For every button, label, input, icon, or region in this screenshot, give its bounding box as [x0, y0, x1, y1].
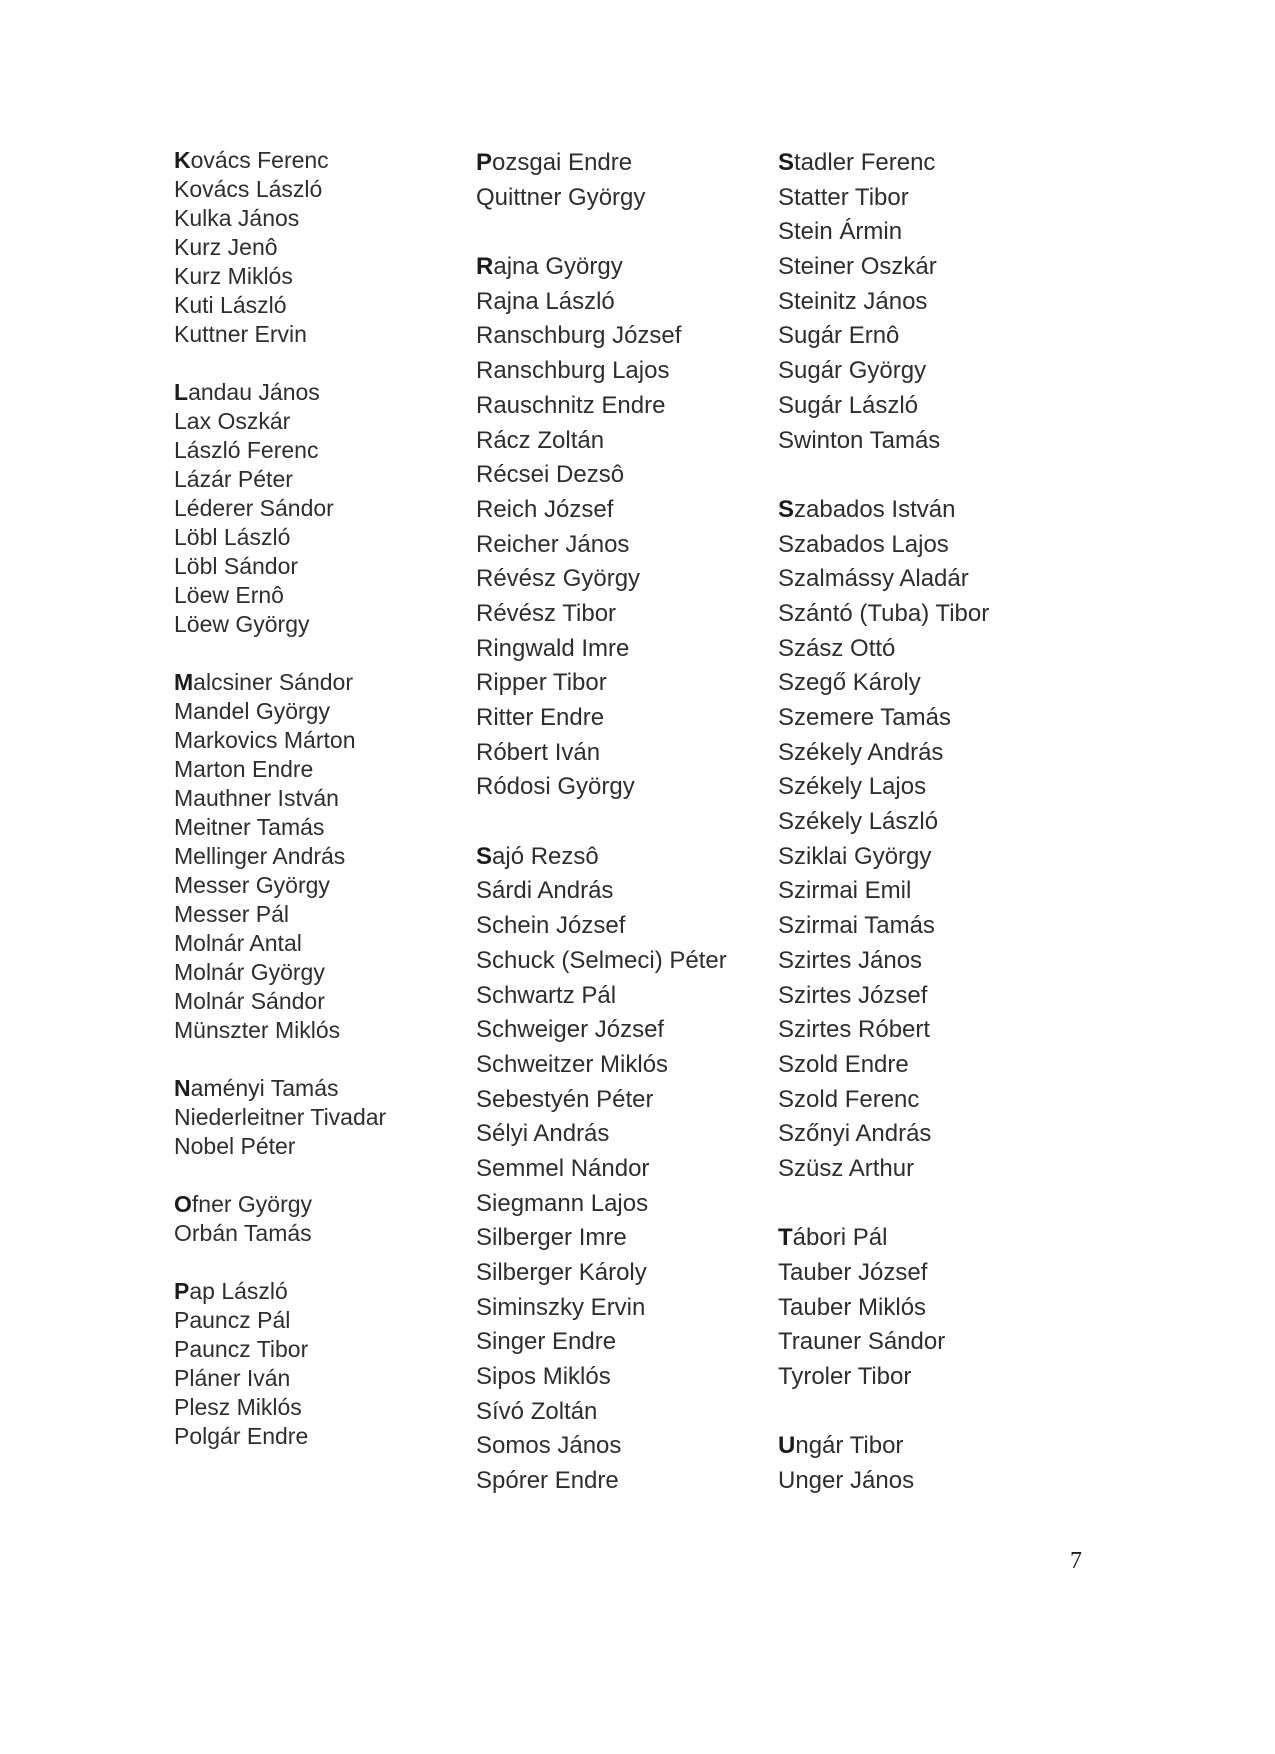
name-entry: Schweiger József: [476, 1016, 665, 1044]
name-entry: Kuttner Ervin: [174, 321, 307, 347]
name-entry: Sárdi András: [476, 877, 614, 905]
name-entry: Rauschnitz Endre: [476, 391, 666, 419]
name-entry: Szirtes József: [778, 981, 928, 1009]
name-entry: Statter Tibor: [778, 183, 909, 211]
name-entry: Kurz Jenô: [174, 234, 278, 260]
name-entry: Löbl Sándor: [174, 553, 299, 579]
group-initial: U: [778, 1432, 796, 1460]
name-entry: Ritter Endre: [476, 704, 605, 731]
name-entry: Sugár György: [778, 357, 927, 385]
name-entry: Marton Endre: [174, 756, 314, 782]
name-entry: Messer Pál: [174, 901, 290, 927]
name-entry: Sugár László: [778, 391, 919, 419]
name-entry: Kurz Miklós: [174, 263, 293, 289]
name-entry: Semmel Nándor: [476, 1154, 650, 1182]
group-initial: L: [174, 379, 189, 405]
name-entry: Löew Ernô: [174, 582, 284, 608]
group-initial: O: [174, 1191, 192, 1217]
name-entry: Szemere Tamás: [778, 704, 951, 731]
name-entry: Molnár Antal: [174, 930, 302, 956]
name-entry: Szabados István: [778, 495, 956, 523]
name-entry: Révész Tibor: [476, 599, 617, 627]
name-entry: Ranschburg Lajos: [476, 357, 670, 385]
name-entry: Szirmai Emil: [778, 877, 912, 905]
name-entry: Münszter Miklós: [174, 1017, 341, 1043]
name-entry: Sebestyén Péter: [476, 1085, 654, 1113]
name-entry: Singer Endre: [476, 1328, 617, 1356]
name-entry: Pap László: [174, 1278, 288, 1304]
name-entry: László Ferenc: [174, 437, 319, 463]
name-entry: Reich József: [476, 495, 614, 523]
group-initial: P: [476, 149, 493, 176]
name-entry: Szirtes Róbert: [778, 1016, 931, 1044]
name-entry: Stein Ármin: [778, 218, 903, 246]
names-column-3: [778, 146, 989, 1499]
name-entry: Szántó (Tuba) Tibor: [778, 599, 990, 627]
name-entry: Tauber József: [778, 1259, 928, 1286]
name-entry: Malcsiner Sándor: [174, 669, 353, 695]
name-entry: Székely András: [778, 738, 944, 766]
name-entry: Rácz Zoltán: [476, 426, 605, 454]
name-entry: Somos János: [476, 1432, 622, 1460]
group-spacer: [174, 349, 386, 378]
group-spacer: [778, 1187, 989, 1222]
name-entry: Róbert Iván: [476, 738, 601, 766]
name-entry: Naményi Tamás: [174, 1075, 339, 1101]
name-entry: Polgár Endre: [174, 1423, 309, 1449]
name-entry: Szold Ferenc: [778, 1085, 920, 1113]
name-entry: Schein József: [476, 912, 626, 940]
name-entry: Ofner György: [174, 1191, 313, 1217]
name-entry: Spórer Endre: [476, 1467, 619, 1495]
name-entry: Sívó Zoltán: [476, 1397, 598, 1425]
name-entry: Szirmai Tamás: [778, 912, 935, 940]
name-entry: Kulka János: [174, 205, 300, 231]
name-entry: Tábori Pál: [778, 1224, 888, 1252]
group-spacer: [174, 1248, 386, 1277]
name-entry: Pozsgai Endre: [476, 149, 633, 176]
name-entry: Trauner Sándor: [778, 1328, 946, 1356]
name-entry: Székely László: [778, 808, 939, 836]
name-entry: Siminszky Ervin: [476, 1293, 646, 1321]
group-initial: P: [174, 1278, 190, 1304]
name-entry: Schuck (Selmeci) Péter: [476, 946, 727, 974]
names-column-2: [476, 146, 727, 1499]
name-entry: Löbl László: [174, 524, 291, 550]
name-entry: Ungár Tibor: [778, 1432, 904, 1460]
name-entry: Silberger Imre: [476, 1224, 627, 1252]
name-entry: Lázár Péter: [174, 466, 293, 492]
group-spacer: [174, 1045, 386, 1074]
name-entry: Pauncz Pál: [174, 1307, 291, 1333]
group-spacer: [476, 215, 727, 250]
name-entry: Sajó Rezsô: [476, 842, 599, 870]
name-entry: Kovács Ferenc: [174, 147, 329, 173]
name-entry: Kuti László: [174, 292, 287, 318]
group-initial: S: [778, 149, 795, 176]
name-entry: Messer György: [174, 872, 330, 898]
name-entry: Silberger Károly: [476, 1259, 647, 1286]
name-entry: Szőnyi András: [778, 1120, 932, 1148]
group-initial: M: [174, 669, 194, 695]
name-entry: Steinitz János: [778, 287, 928, 315]
name-entry: Récsei Dezsô: [476, 461, 625, 489]
name-entry: Schwartz Pál: [476, 981, 617, 1009]
name-entry: Ringwald Imre: [476, 634, 630, 662]
name-entry: Szegő Károly: [778, 669, 921, 697]
group-spacer: [778, 1395, 989, 1430]
name-entry: Szabados Lajos: [778, 530, 949, 558]
name-entry: Siegmann Lajos: [476, 1189, 649, 1217]
name-entry: Sélyi András: [476, 1120, 610, 1148]
group-initial: N: [174, 1075, 191, 1101]
name-entry: Sugár Ernô: [778, 322, 900, 350]
name-entry: Révész György: [476, 565, 641, 593]
names-column-1: [174, 146, 386, 1451]
group-spacer: [174, 1161, 386, 1190]
name-entry: Plesz Miklós: [174, 1394, 302, 1420]
group-spacer: [476, 805, 727, 840]
name-entry: Mauthner István: [174, 785, 339, 811]
name-entry: Székely Lajos: [778, 773, 927, 801]
name-entry: Schweitzer Miklós: [476, 1050, 669, 1078]
name-entry: Markovics Márton: [174, 727, 356, 753]
group-spacer: [174, 639, 386, 668]
group-initial: R: [476, 253, 494, 281]
name-entry: Tauber Miklós: [778, 1293, 927, 1321]
name-entry: Rajna László: [476, 287, 615, 315]
name-entry: Rajna György: [476, 253, 623, 281]
name-entry: Nobel Péter: [174, 1133, 296, 1159]
name-entry: Ripper Tibor: [476, 669, 607, 697]
name-entry: Löew György: [174, 611, 310, 637]
name-entry: Mellinger András: [174, 843, 346, 869]
group-initial: S: [778, 495, 795, 523]
group-initial: T: [778, 1224, 793, 1252]
name-entry: Molnár Sándor: [174, 988, 325, 1014]
name-entry: Szász Ottó: [778, 634, 896, 662]
name-entry: Swinton Tamás: [778, 426, 941, 454]
name-entry: Stadler Ferenc: [778, 149, 936, 176]
name-entry: Mandel György: [174, 698, 330, 724]
name-entry: Sipos Miklós: [476, 1363, 611, 1391]
name-entry: Kovács László: [174, 176, 323, 202]
page-number: 7: [1070, 1548, 1082, 1574]
name-entry: Szirtes János: [778, 946, 923, 974]
name-entry: Pláner Iván: [174, 1365, 291, 1391]
group-spacer: [778, 458, 989, 493]
name-entry: Szüsz Arthur: [778, 1154, 915, 1182]
name-entry: Tyroler Tibor: [778, 1363, 912, 1391]
name-entry: Pauncz Tibor: [174, 1336, 309, 1362]
name-entry: Sziklai György: [778, 842, 932, 870]
name-entry: Landau János: [174, 379, 320, 405]
group-initial: S: [476, 842, 493, 870]
name-entry: Molnár György: [174, 959, 325, 985]
name-entry: Ranschburg József: [476, 322, 682, 350]
name-entry: Orbán Tamás: [174, 1220, 312, 1246]
name-entry: Steiner Oszkár: [778, 253, 937, 281]
name-entry: Niederleitner Tivadar: [174, 1104, 387, 1130]
name-entry: Unger János: [778, 1467, 915, 1495]
name-entry: Ródosi György: [476, 773, 635, 801]
name-entry: Lax Oszkár: [174, 408, 291, 434]
name-entry: Quittner György: [476, 183, 646, 211]
name-entry: Szalmássy Aladár: [778, 565, 969, 593]
name-entry: Szold Endre: [778, 1050, 909, 1078]
name-entry: Léderer Sándor: [174, 495, 334, 521]
name-entry: Meitner Tamás: [174, 814, 325, 840]
group-initial: K: [174, 147, 191, 173]
name-entry: Reicher János: [476, 530, 630, 558]
